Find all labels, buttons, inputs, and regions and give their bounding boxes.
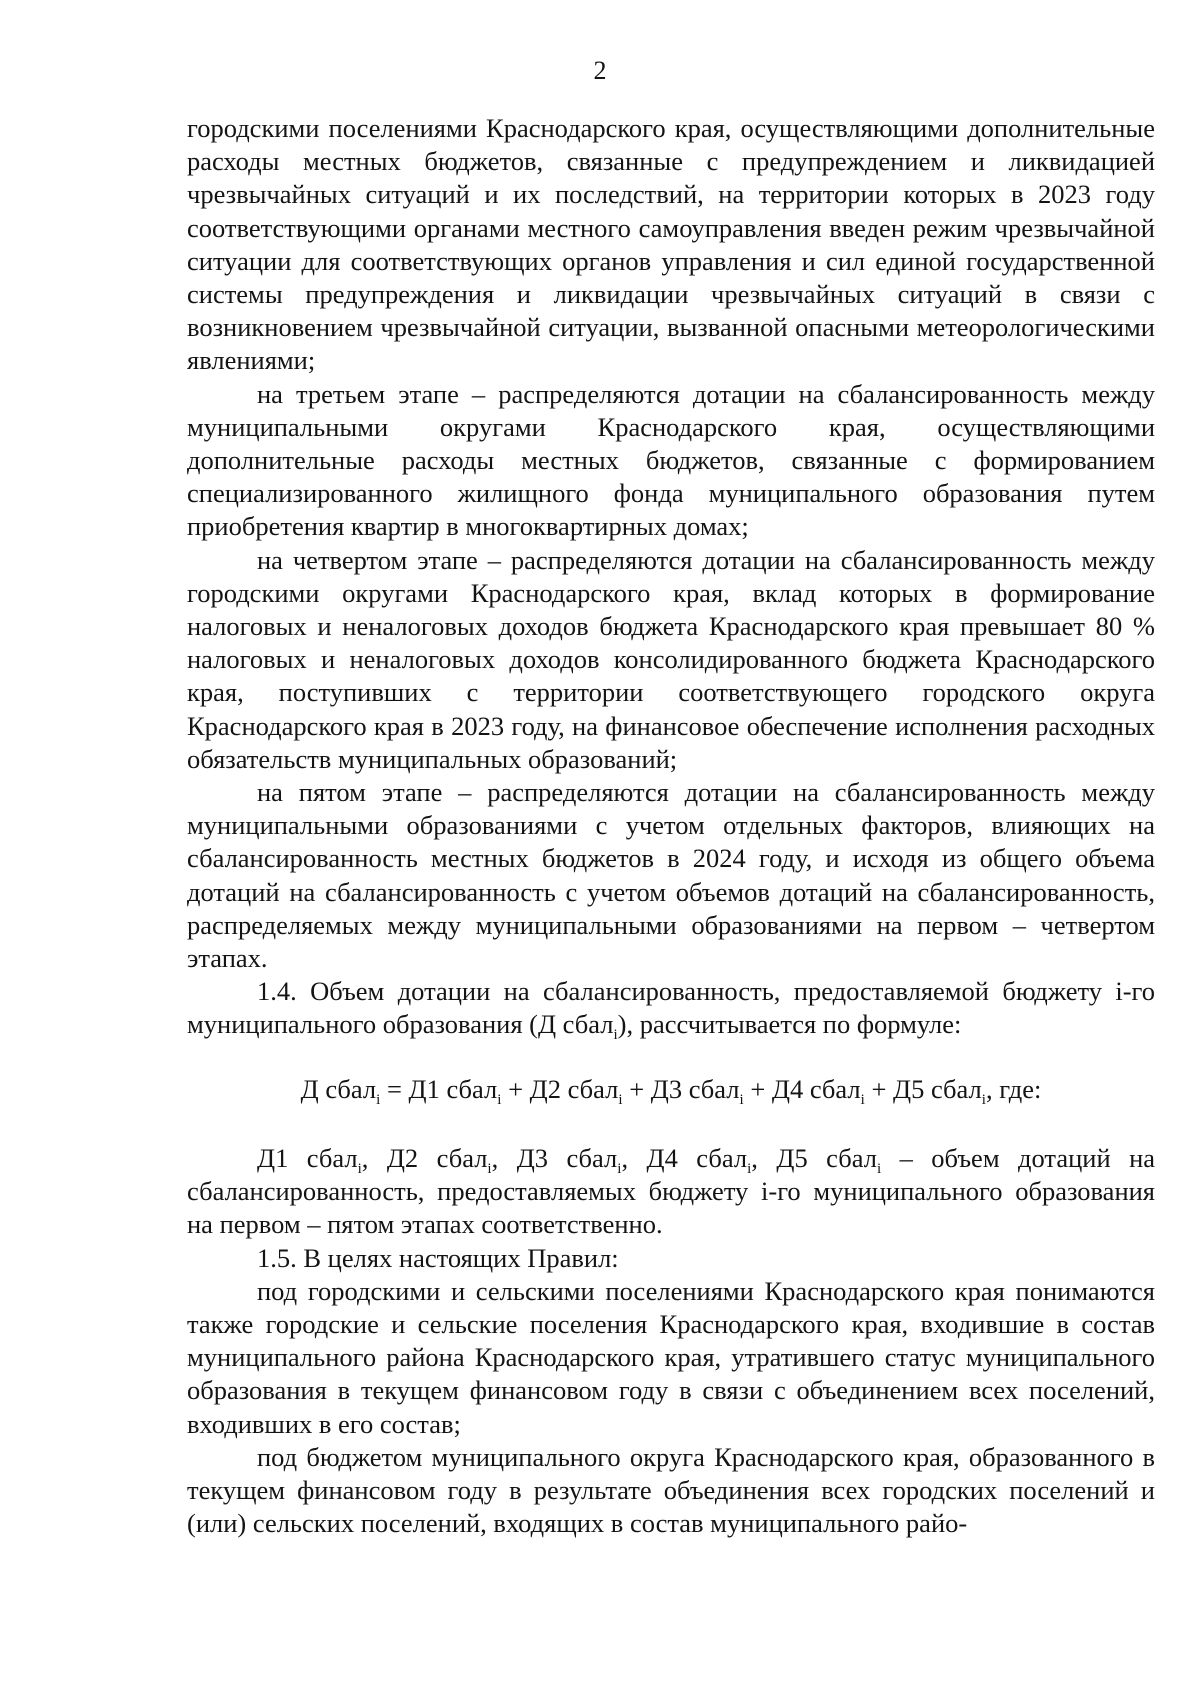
separator: ,	[361, 1142, 387, 1173]
formula-term-1: Д1 сбал	[257, 1142, 358, 1173]
index-subscript: i	[739, 1091, 744, 1108]
paragraph-stage-four: на четвертом этапе – распределяются дотации на сбалансированность между городскими округами Краснодарского края, вклад которых в формирование налоговых и неналоговых доходов бюджета Краснодарского края превышает 80 % налоговых и неналоговых доходов консолидированного бюджета Краснодарского края, поступивших с территории соответствующего городского округа Краснодарского края в 2023 году, на финансовое обеспечение исполнения расходных обязательств муниципальных образований;	[187, 544, 1155, 774]
formula-plus: +	[743, 1073, 772, 1104]
index-subscript: i	[981, 1091, 986, 1108]
document-body	[187, 112, 1155, 1540]
index-subscript: i	[860, 1091, 865, 1108]
formula-lhs: Д сбал	[300, 1073, 377, 1104]
formula-plus: +	[501, 1073, 530, 1104]
formula-equals: =	[380, 1073, 409, 1104]
separator: ,	[751, 1142, 777, 1173]
paragraph-1-4-end: ), рассчитывается по формуле:	[617, 1009, 962, 1040]
paragraph-stage-five: на пятом этапе – распределяются дотации на сбалансированность между муниципальными образованиями с учетом отдельных факторов, влияющих на сбалансированность местных бюджетов в 2024 году, и исходя из общего объема дотаций на сбалансированность с учетом объемов дотаций на сбалансированность, распределяемых между муниципальными образованиями на первом – четвертом этапах.	[187, 777, 1155, 974]
formula-explanation-text: – объем дотаций на сбалансированность, предоставляемых бюджету i-го муниципального образования на первом – пятом этапах соответственно.	[187, 1142, 1156, 1240]
paragraph-1-5: 1.5. В целях настоящих Правил:	[257, 1242, 619, 1273]
formula-term-5: Д5 сбал	[893, 1073, 982, 1104]
paragraph-1-4	[187, 975, 1155, 1044]
index-subscript: i	[487, 1160, 492, 1177]
separator: ,	[491, 1142, 517, 1173]
formula-term-2: Д2 сбал	[386, 1142, 488, 1173]
paragraph-settlements-definition: под городскими и сельскими поселениями Краснодарского края понимаются также городские и сельские поселения Краснодарского края, входившие в состав муниципального района Краснодарского края, утратившего статус муниципального образования в текущем финансовом году в связи с объединением всех поселений, входивших в его состав;	[187, 1275, 1155, 1439]
index-subscript: i	[617, 1160, 622, 1177]
index-subscript: i	[357, 1160, 362, 1177]
index-subscript: i	[876, 1160, 882, 1177]
formula-term-5: Д5 сбал	[776, 1142, 877, 1173]
index-subscript: i	[618, 1091, 623, 1108]
formula-tail: , где:	[985, 1073, 1042, 1104]
formula-term-1: Д1 сбал	[408, 1073, 498, 1104]
formula-plus: +	[622, 1073, 651, 1104]
formula-term-3: Д3 сбал	[516, 1142, 618, 1173]
formula-term-3: Д3 сбал	[650, 1073, 740, 1104]
index-subscript: i	[376, 1091, 381, 1108]
formula-plus: +	[864, 1073, 894, 1104]
formula-term-4: Д4 сбал	[646, 1142, 748, 1173]
formula-term-2: Д2 сбал	[529, 1073, 619, 1104]
index-subscript: i	[497, 1091, 502, 1108]
page-number: 2	[593, 56, 607, 85]
balance-formula	[187, 1073, 1155, 1106]
separator: ,	[621, 1142, 647, 1173]
paragraph-stage-three: на третьем этапе – распределяются дотации на сбалансированность между муниципальными округами Краснодарского края, осуществляющими дополнительные расходы местных бюджетов, связанные с формированием специализированного жилищного фонда муниципального образования путем приобретения квартир в многоквартирных домах;	[187, 378, 1155, 542]
formula-term-4: Д4 сбал	[771, 1073, 861, 1104]
index-subscript: i	[613, 1027, 618, 1044]
paragraph-budget-definition: под бюджетом муниципального округа Краснодарского края, образованного в текущем финансовом году в результате объединения всех городских поселений и (или) сельских поселений, входящих в состав муниципального райо-	[187, 1441, 1155, 1539]
formula-explanation	[187, 1142, 1155, 1242]
index-subscript: i	[747, 1160, 752, 1177]
paragraph-1-4-start: 1.4. Объем дотации на сбалансированность, предоставляемой бюджету i-го муниципального образования (Д сбал	[187, 976, 1155, 1040]
paragraph-continuation: городскими поселениями Краснодарского края, осуществляющими дополнительные расходы местных бюджетов, связанные с предупреждением и ликвидацией чрезвычайных ситуаций и их последствий, на территории которых в 2023 году соответствующими органами местного самоуправления введен режим чрезвычайной ситуации для соответствующих органов управления и сил единой государственной системы предупреждения и ликвидации чрезвычайных ситуаций в связи с возникновением чрезвычайной ситуации, вызванной опасными метеорологическими явлениями;	[187, 113, 1155, 376]
